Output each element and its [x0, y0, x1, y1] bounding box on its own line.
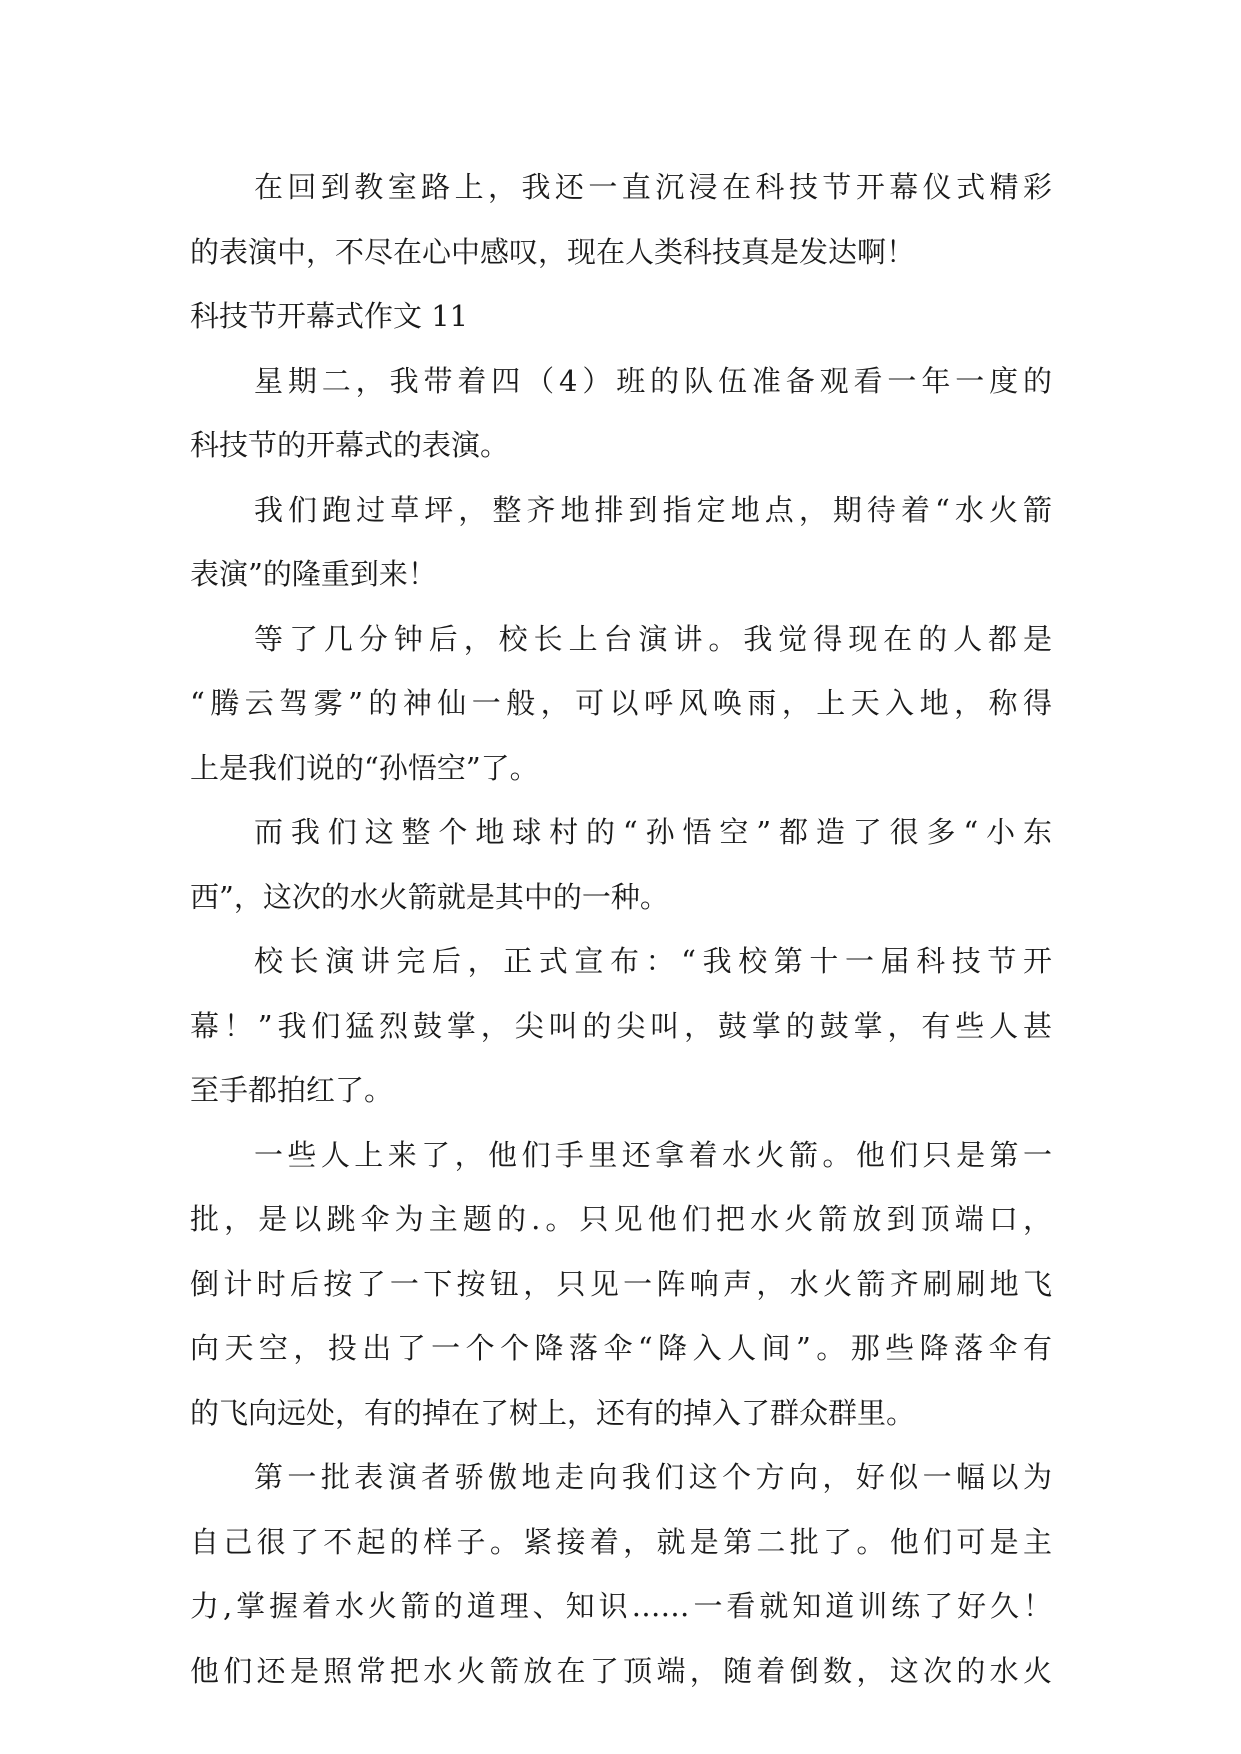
text-line: 幕！”我们猛烈鼓掌，尖叫的尖叫，鼓掌的鼓掌，有些人甚: [190, 1008, 1052, 1043]
text-line: 他们还是照常把水火箭放在了顶端，随着倒数，这次的水火: [190, 1653, 1052, 1688]
text-line: “腾云驾雾”的神仙一般，可以呼风唤雨，上天入地，称得: [190, 686, 1052, 720]
text-line: 表演”的隆重到来！: [190, 557, 437, 591]
text-line: 等了几分钟后，校长上台演讲。我觉得现在的人都是: [254, 621, 1052, 656]
text-line: 向天空，投出了一个个降落伞“降入人间”。那些降落伞有: [190, 1331, 1052, 1365]
text-line: 倒计时后按了一下按钮，只见一阵响声，水火箭齐刷刷地飞: [190, 1266, 1052, 1301]
text-line: 西”，这次的水火箭就是其中的一种。: [190, 879, 669, 914]
text-line: 一些人上来了，他们手里还拿着水火箭。他们只是第一: [254, 1137, 1052, 1172]
text-line: 的表演中，不尽在心中感叹，现在人类科技真是发达啊！: [190, 234, 916, 269]
text-line: 力,掌握着水火箭的道理、知识……一看就知道训练了好久！: [190, 1589, 1052, 1623]
text-line: 我们跑过草坪，整齐地排到指定地点，期待着“水火箭: [254, 492, 1052, 527]
text-line: 的飞向远处，有的掉在了树上，还有的掉入了群众群里。: [190, 1395, 916, 1430]
text-line: 在回到教室路上，我还一直沉浸在科技节开幕仪式精彩: [254, 170, 1052, 204]
text-line: 批，是以跳伞为主题的.。只见他们把水火箭放到顶端口，: [190, 1202, 1052, 1236]
text-line: 第一批表演者骄傲地走向我们这个方向，好似一幅以为: [254, 1460, 1052, 1494]
text-line: 星期二，我带着四（4）班的队伍准备观看一年一度的: [254, 363, 1052, 398]
text-line: 科技节的开幕式的表演。: [190, 428, 510, 462]
section-heading: 科技节开幕式作文 11: [190, 299, 469, 333]
text-line: 至手都拍红了。: [190, 1073, 394, 1107]
text-line: 校长演讲完后，正式宣布：“我校第十一届科技节开: [254, 944, 1052, 978]
text-line: 而我们这整个地球村的“孙悟空”都造了很多“小东: [254, 815, 1052, 849]
text-line: 自己很了不起的样子。紧接着，就是第二批了。他们可是主: [190, 1524, 1052, 1559]
text-line: 上是我们说的“孙悟空”了。: [190, 750, 539, 785]
document-page: [190, 155, 1052, 1703]
